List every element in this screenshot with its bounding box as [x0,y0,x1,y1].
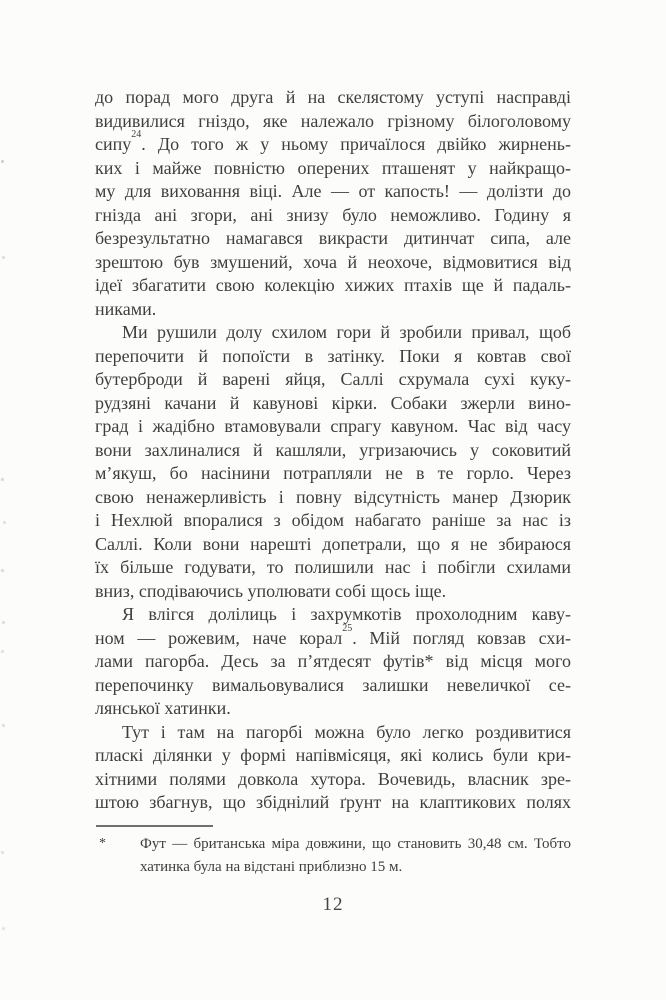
text-line: ном — рожевим, наче корал$^{25}$. Мій погляд ковзав схи- [95,622,571,648]
scan-noise-left-edge [1,160,4,163]
footnote [95,833,571,878]
text-line: никами. [95,298,157,319]
text-line: град і жадібно втамовували спрагу кавуном. Час від часу [95,416,571,436]
text-line: м’якуш, бо насінини потрапляли не в те горло. Через [95,463,571,483]
footnote-line: хатинка була на відстані приблизно 15 м. [140,858,403,875]
text-line: лами пагорба. Десь за п’ятдесят футів* від місця мого [95,651,571,671]
text-line: зрештою був змушений, хоча й неохоче, відмовитися від [95,251,571,272]
text-line: гнізда ані згори, ані знизу було неможливо. Годину я [95,204,571,225]
text-line: сипу$^{24}$. До того ж у ньому причаїлося двійко жирнень- [95,129,571,154]
text-line: ких і майже повністю оперених пташенят у найкращо- [95,157,571,178]
text-line: бутерброди й варені яйця, Саллі схрумала сухі куку- [95,369,571,389]
footnote-separator [96,825,213,827]
footnote-reference: 25 [342,622,353,634]
footnote-text [140,833,571,878]
body-text-block [95,86,571,815]
text-line: безрезультатно намагався викрасти дитинчат сипа, але [95,228,571,248]
text-line: перепочинку вимальовувалися залишки невеличкої се- [95,674,571,695]
page-number: 12 [322,894,344,915]
text-line: до порад мого друга й на скелястому уступі насправді [95,87,571,107]
text-line: рудзяні качани й кавунові кірки. Собаки зжерли вино- [95,392,571,413]
text-line: вони захлиналися й кашляли, угризаючись у соковитий [95,439,571,460]
text-line: вниз, сподіваючись уполювати собі щось іще. [95,580,447,601]
text-line: хітними полями довкола хутора. Вочевидь, власник зре- [95,768,571,789]
body-paragraph [95,321,571,603]
footnote-reference: 24 [131,129,142,140]
text-line: Саллі. Коли вони нарешті допетрали, що я не збираюся [95,533,571,554]
body-paragraph [95,86,571,321]
text-line: Ми рушили долу схилом гори й зробили привал, щоб [122,322,571,342]
body-paragraph [95,721,571,815]
text-line: штою збагнув, що збіднілий ґрунт на клаптикових полях [95,792,571,812]
text-line: Я влігся долілиць і захрумкотів прохолодним каву- [122,604,571,624]
text-line: Тут і там на пагорбі можна було легко роздивитися [122,721,571,742]
text-line: пласкі ділянки у формі напівмісяця, які колись були кри- [95,745,571,765]
text-line: свою ненажерливість і повну відсутність манер Дзюрик [95,486,571,507]
text-line: ідеї збагатити свою колекцію хижих птахів ще й падаль- [95,275,571,295]
text-line: лянської хатинки. [95,698,231,718]
text-line: їх більше годувати, то полишили нас і побігли схилами [95,557,571,577]
text-line: і Нехлюй впоралися з обідом набагато раніше за нас із [95,510,571,530]
text-line: видивилися гніздо, яке належало грізному білоголовому [95,110,571,131]
text-line: му для виховання віці. Але — от капость! — долізти до [95,181,571,201]
footnote-line: Фут — британська міра довжини, що становить 30,48 см. Тобто [140,836,571,852]
body-paragraph [95,603,571,721]
footnote-marker: * [99,836,106,851]
text-line: перепочити й попоїсти в затінку. Поки я ковтав свої [95,345,571,366]
